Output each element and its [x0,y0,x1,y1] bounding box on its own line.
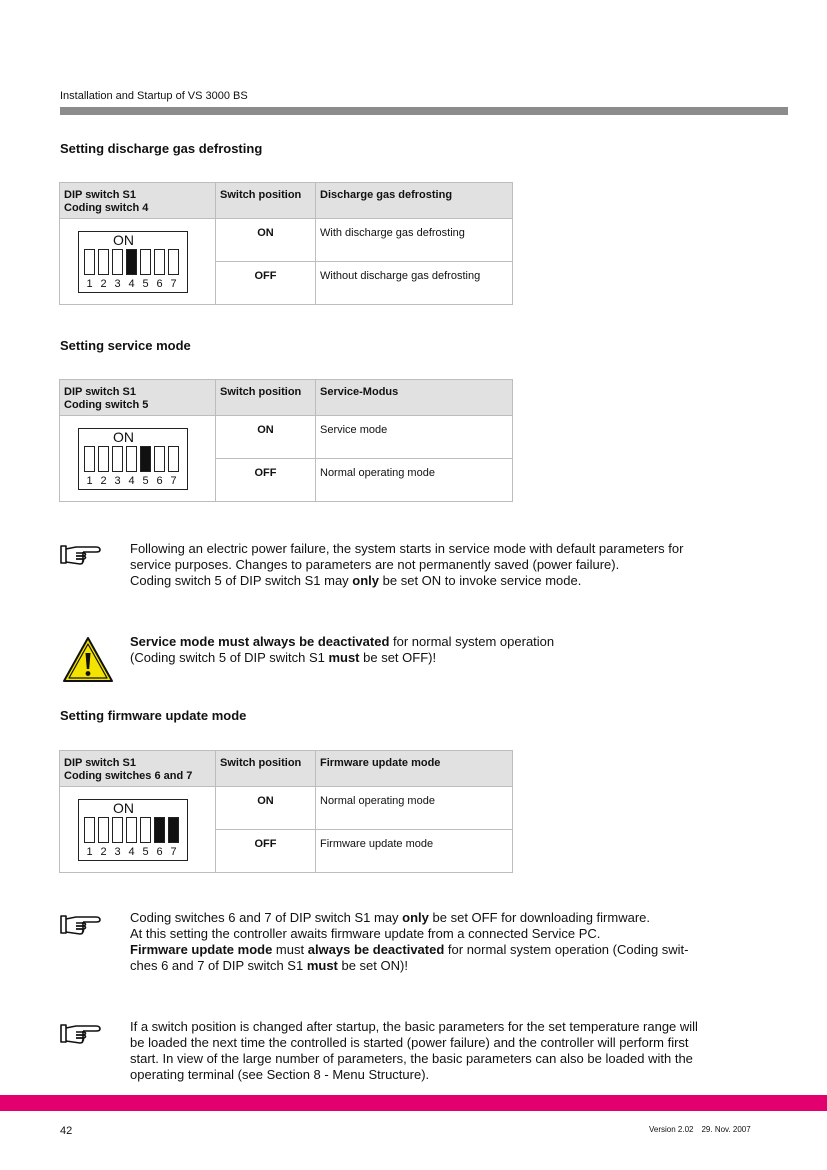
switch-number: 3 [114,278,121,290]
header-title: Installation and Startup of VS 3000 BS [60,90,248,102]
dip-table-firmware-update [59,750,513,873]
switch-position-value: OFF [216,262,316,305]
column-header-position: Switch position [216,183,316,219]
header-bar [60,107,788,115]
switch-slot-on [154,817,165,843]
pointing-hand-icon [60,1023,102,1045]
dip-table-service-mode [59,379,513,502]
switch-number: 1 [86,475,93,487]
switch-number: 3 [114,475,121,487]
switch-slot-off [154,249,165,275]
switch-slot-off [112,446,123,472]
switch-slot-off [84,249,95,275]
note-power-failure: Following an electric power failure, the system starts in service mode with default parameters for service purposes. Changes to parameters are not permanently saved (power failure). Coding switch 5 of DIP switch S1 may only be set ON to invoke service mode. [130,541,684,588]
switch-slot-off [98,249,109,275]
switch-slot-on [126,249,137,275]
switch-number: 2 [100,278,107,290]
switch-number: 3 [114,846,121,858]
switch-slot-off [168,249,179,275]
switch-number: 5 [142,475,149,487]
pointing-hand-icon [60,914,102,936]
switch-slot-off [112,817,123,843]
column-header-dip: DIP switch S1 Coding switch 5 [60,380,216,416]
switch-slot-off [154,446,165,472]
switch-number: 7 [170,846,177,858]
switch-number: 2 [100,475,107,487]
table-row [60,416,513,459]
column-header-function: Discharge gas defrosting [316,183,513,219]
switch-on-label: ON [113,429,134,445]
note-firmware-update: Coding switches 6 and 7 of DIP switch S1 may only be set OFF for downloading firmware. At this setting the controller awaits firmware update from a connected Service PC. Firmware update mode must always be deactivated for normal system operation (Coding swit- ches 6 and 7 of DIP switch S1 must be set ON)! [130,910,689,973]
switch-on-label: ON [113,800,134,816]
switch-number: 5 [142,278,149,290]
switch-slot-off [84,817,95,843]
switch-number: 1 [86,278,93,290]
page-number: 42 [60,1125,73,1137]
dip-switch-diagram [78,231,188,293]
dip-switch-cell [60,787,216,873]
switch-number: 4 [128,278,135,290]
table-header-row [60,380,513,416]
switch-number: 4 [128,846,135,858]
section-title-discharge-gas: Setting discharge gas defrosting [60,141,263,156]
column-header-dip: DIP switch S1 Coding switches 6 and 7 [60,751,216,787]
switch-position-value: ON [216,416,316,459]
switch-description: Without discharge gas defrosting [316,262,513,305]
switch-number: 7 [170,278,177,290]
switch-number: 7 [170,475,177,487]
switch-slot-off [126,817,137,843]
switch-position-value: OFF [216,830,316,873]
footer-accent-bar [0,1095,827,1111]
section-title-service-mode: Setting service mode [60,338,191,353]
switch-description: Normal operating mode [316,787,513,830]
dip-table-discharge-gas [59,182,513,305]
switch-slot-off [112,249,123,275]
switch-number: 4 [128,475,135,487]
column-header-dip: DIP switch S1 Coding switch 4 [60,183,216,219]
switch-description: Firmware update mode [316,830,513,873]
column-header-function: Firmware update mode [316,751,513,787]
switch-description: Service mode [316,416,513,459]
dip-switch-cell [60,416,216,502]
switch-number: 5 [142,846,149,858]
table-header-row [60,751,513,787]
column-header-position: Switch position [216,380,316,416]
switch-slot-off [84,446,95,472]
switch-slot-off [140,249,151,275]
switch-slot-on [168,817,179,843]
switch-slot-off [126,446,137,472]
switch-number: 1 [86,846,93,858]
switch-number: 6 [156,278,163,290]
dip-switch-diagram [78,799,188,861]
note-switch-change: If a switch position is changed after startup, the basic parameters for the set temperature range will be loaded the next time the controlled is started (power failure) and the controller will perform first start. In view of the large number of parameters, the basic parameters can also be loaded with the operating terminal (see Section 8 - Menu Structure). [130,1019,698,1082]
table-row [60,787,513,830]
version-info [649,1125,751,1134]
switch-position-value: ON [216,787,316,830]
switch-position-value: ON [216,219,316,262]
section-title-firmware-update: Setting firmware update mode [60,708,247,723]
switch-slot-off [168,446,179,472]
switch-description: Normal operating mode [316,459,513,502]
switch-number: 2 [100,846,107,858]
dip-switch-diagram [78,428,188,490]
column-header-function: Service-Modus [316,380,513,416]
column-header-position: Switch position [216,751,316,787]
switch-slot-on [140,446,151,472]
switch-position-value: OFF [216,459,316,502]
table-row [60,219,513,262]
switch-number: 6 [156,475,163,487]
version-label: Version 2.02 [649,1125,694,1134]
warning-triangle-icon [62,636,114,684]
switch-slot-off [140,817,151,843]
pointing-hand-icon [60,544,102,566]
dip-switch-cell [60,219,216,305]
version-date: 29. Nov. 2007 [701,1125,751,1134]
switch-number: 6 [156,846,163,858]
switch-on-label: ON [113,232,134,248]
switch-description: With discharge gas defrosting [316,219,513,262]
note-warning: Service mode must always be deactivated for normal system operation (Coding switch 5 of DIP switch S1 must be set OFF)! [130,634,555,665]
table-header-row [60,183,513,219]
switch-slot-off [98,817,109,843]
switch-slot-off [98,446,109,472]
